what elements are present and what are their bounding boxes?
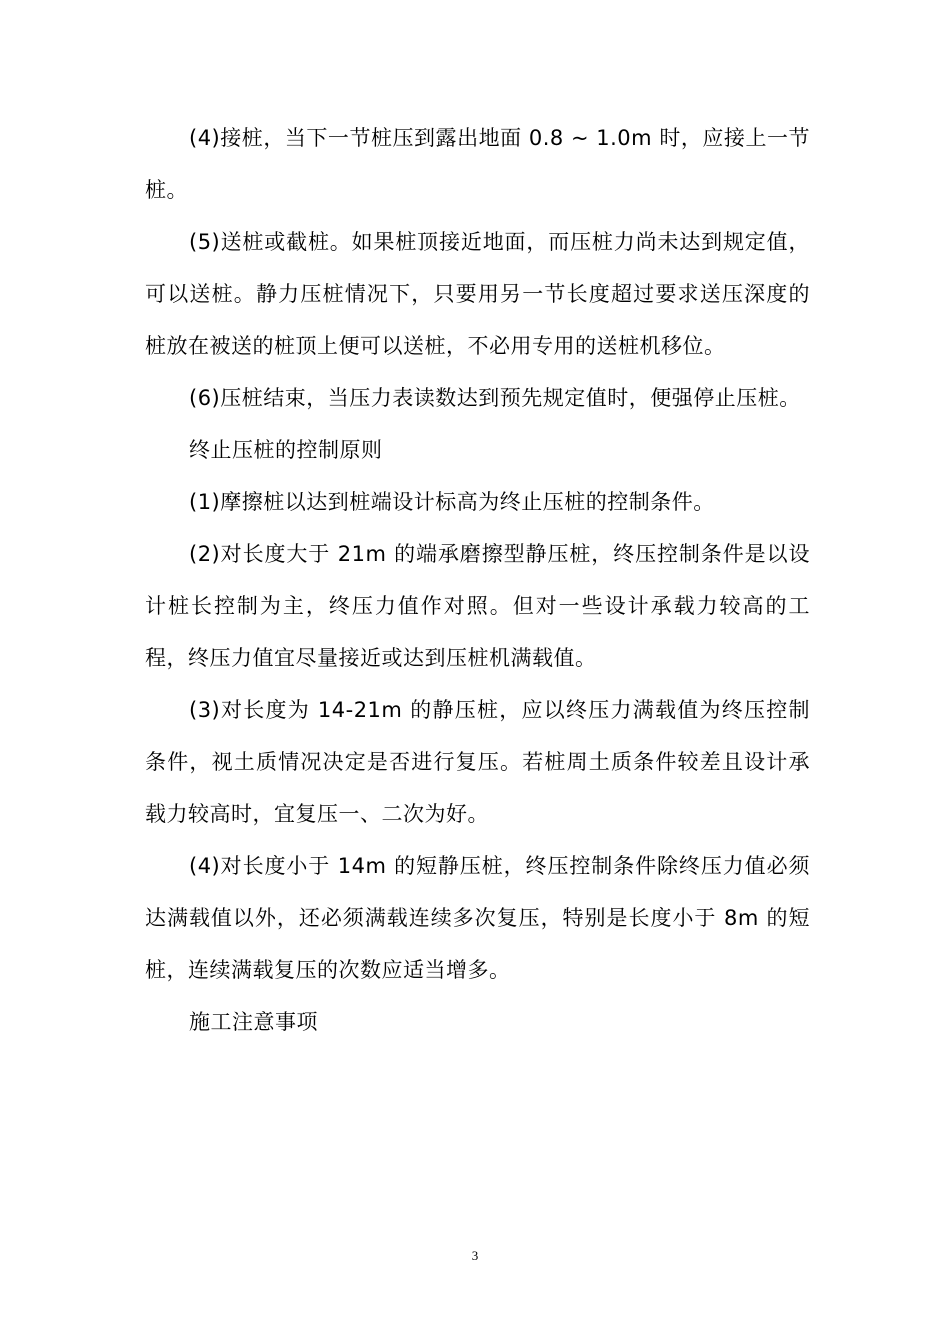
paragraph-under-14m: (4)对长度小于 14m 的短静压桩，终压控制条件除终压力值必须达满载值以外，还必须满载连续多次复压，特别是长度小于 8m 的短桩，连续满载复压的次数应适当增多。 bbox=[145, 854, 810, 982]
document-body bbox=[145, 112, 810, 1048]
paragraph-end-pressing: (6)压桩结束，当压力表读数达到预先规定值时，便强停止压桩。 bbox=[189, 386, 801, 410]
paragraph-14-21m: (3)对长度为 14-21m 的静压桩，应以终压力满载值为终压控制条件，视土质情况决定是否进行复压。若桩周土质条件较差且设计承载力较高时，宜复压一、二次为好。 bbox=[145, 698, 810, 826]
paragraph-connect-pile: (4)接桩，当下一节桩压到露出地面 0.8 ~ 1.0m 时，应接上一节桩。 bbox=[145, 126, 810, 202]
page-number: 3 bbox=[471, 1248, 479, 1263]
paragraph-over-21m: (2)对长度大于 21m 的端承磨擦型静压桩，终压控制条件是以设计桩长控制为主，终压力值作对照。但对一些设计承载力较高的工程，终压力值宜尽量接近或达到压桩机满载值。 bbox=[145, 542, 810, 670]
paragraph-friction-pile: (1)摩擦桩以达到桩端设计标高为终止压桩的控制条件。 bbox=[189, 490, 715, 514]
paragraph-send-or-cut-pile: (5)送桩或截桩。如果桩顶接近地面，而压桩力尚未达到规定值，可以送桩。静力压桩情况下，只要用另一节长度超过要求送压深度的桩放在被送的桩顶上便可以送桩，不必用专用的送桩机移位。 bbox=[145, 230, 810, 358]
section-heading-precautions: 施工注意事项 bbox=[189, 1010, 318, 1034]
section-heading-control-principles: 终止压桩的控制原则 bbox=[189, 438, 383, 462]
